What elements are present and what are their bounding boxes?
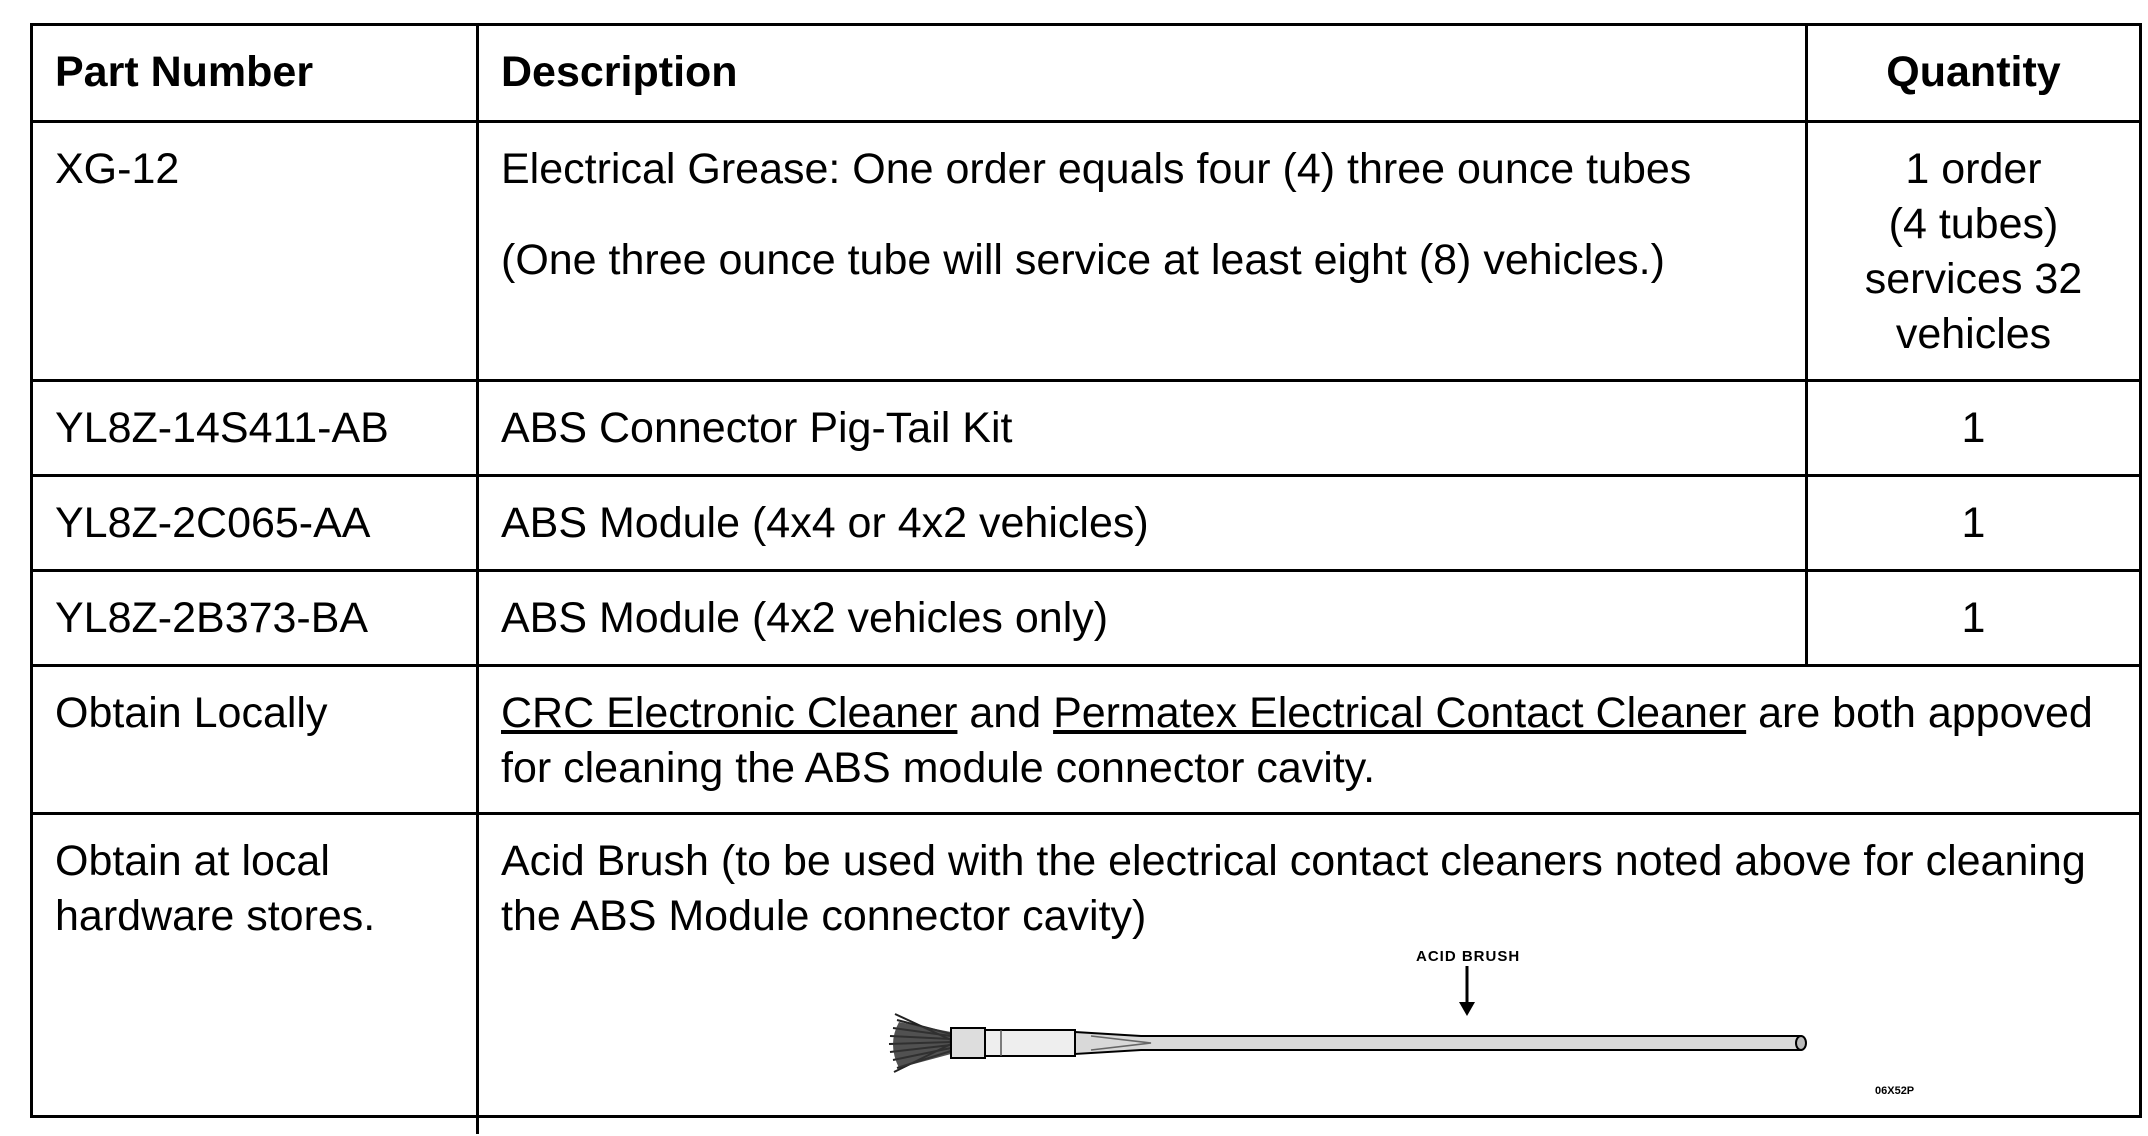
row-4-quantity: 1 — [1808, 572, 2139, 667]
row-5-description — [479, 667, 2139, 815]
row-3-quantity: 1 — [1808, 477, 2139, 572]
permatex-cleaner-link[interactable]: Permatex Electrical Contact Cleaner — [1053, 689, 1747, 737]
header-part-number: Part Number — [33, 26, 479, 123]
row-4-description: ABS Module (4x2 vehicles only) — [479, 572, 1808, 667]
row-2-description: ABS Connector Pig-Tail Kit — [479, 382, 1808, 477]
row-2-part-number: YL8Z-14S411-AB — [33, 382, 479, 477]
figure-code: 06X52P — [1875, 1085, 1915, 1097]
row-3-part-number: YL8Z-2C065-AA — [33, 477, 479, 572]
row-1-quantity — [1808, 123, 2139, 382]
row-1-description — [479, 123, 1808, 382]
row-4-part-number: YL8Z-2B373-BA — [33, 572, 479, 667]
acid-brush-figure — [501, 944, 2117, 1124]
crc-cleaner-link[interactable]: CRC Electronic Cleaner — [501, 689, 958, 737]
header-quantity: Quantity — [1808, 26, 2139, 123]
row-1-quantity-line: vehicles — [1895, 310, 2052, 358]
row-1-description-main: Electrical Grease: One order equals four (4) three ounce tubes — [501, 145, 1692, 193]
row-1-part-number: XG-12 — [33, 123, 479, 382]
row-1-quantity-line: services 32 — [1864, 255, 2083, 303]
row-3-description: ABS Module (4x4 or 4x2 vehicles) — [479, 477, 1808, 572]
row-5-text-1: and — [957, 689, 1054, 737]
row-5-text-2: are both appoved for cleaning the ABS module connector cavity. — [501, 689, 2093, 792]
parts-table — [30, 23, 2142, 1118]
row-1-quantity-line: 1 order — [1905, 145, 2042, 193]
row-6-description-text: Acid Brush (to be used with the electrical contact cleaners noted above for cleaning the ABS Module connector cavity) — [501, 837, 2086, 940]
row-6-part-number: Obtain at local hardware stores. — [33, 815, 479, 1134]
row-1-description-note: (One three ounce tube will service at least eight (8) vehicles.) — [501, 236, 1665, 284]
header-description: Description — [479, 26, 1808, 123]
row-1-quantity-line: (4 tubes) — [1888, 200, 2059, 248]
row-5-part-number: Obtain Locally — [33, 667, 479, 815]
acid-brush-icon — [501, 944, 2121, 1124]
row-6-description — [479, 815, 2139, 1134]
row-2-quantity: 1 — [1808, 382, 2139, 477]
acid-brush-callout-label: ACID BRUSH — [1416, 948, 1521, 965]
